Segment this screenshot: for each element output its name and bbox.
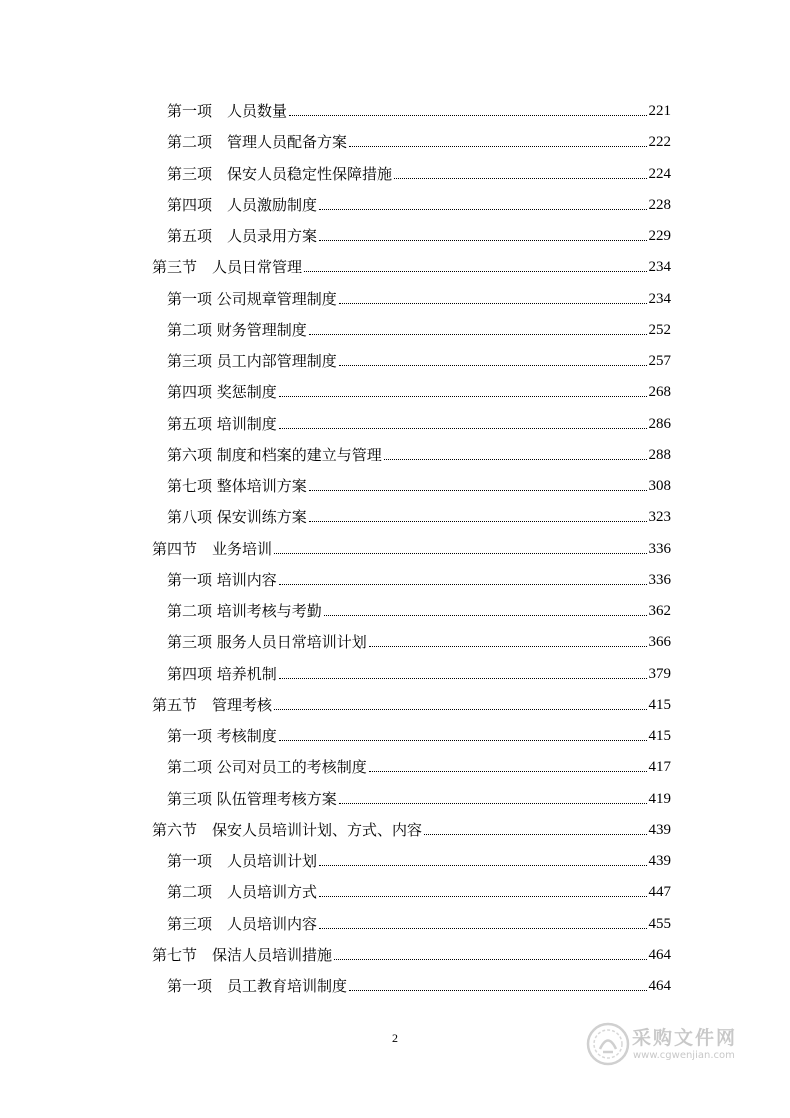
toc-entry[interactable] (167, 196, 671, 214)
toc-dot-leader (349, 990, 646, 991)
toc-entry-page: 268 (648, 384, 671, 400)
toc-entry-title: 第四节 业务培训 (152, 540, 273, 558)
toc-entry-title: 第一项 公司规章管理制度 (167, 290, 337, 308)
toc-entry-title: 第二项 公司对员工的考核制度 (167, 758, 367, 776)
toc-entry-page: 415 (648, 697, 671, 713)
toc-entry[interactable] (167, 352, 671, 370)
toc-dot-leader (274, 553, 646, 554)
toc-entry-title: 第三项 员工内部管理制度 (167, 352, 337, 370)
toc-entry-page: 336 (648, 572, 671, 588)
toc-entry[interactable] (152, 696, 671, 714)
toc-entry-page: 308 (648, 478, 671, 494)
toc-entry[interactable] (167, 852, 671, 870)
toc-entry[interactable] (167, 165, 671, 183)
toc-entry-page: 417 (648, 759, 671, 775)
toc-entry[interactable] (167, 665, 671, 683)
toc-dot-leader (274, 709, 646, 710)
toc-dot-leader (339, 303, 647, 304)
toc-entry-title: 第六项 制度和档案的建立与管理 (167, 446, 382, 464)
toc-entry-page: 336 (648, 541, 671, 557)
toc-entry-title: 第五节 管理考核 (152, 696, 273, 714)
toc-dot-leader (384, 459, 647, 460)
toc-entry[interactable] (167, 727, 671, 745)
toc-entry[interactable] (167, 102, 671, 120)
toc-entry-page: 221 (648, 103, 671, 119)
toc-entry-page: 222 (648, 134, 671, 150)
toc-entry[interactable] (167, 477, 671, 495)
toc-entry[interactable] (167, 915, 671, 933)
toc-entry-title: 第一项 考核制度 (167, 727, 277, 745)
toc-dot-leader (319, 209, 646, 210)
toc-entry-page: 447 (648, 884, 671, 900)
toc-entry-title: 第二项 人员培训方式 (167, 883, 318, 901)
toc-dot-leader (369, 646, 647, 647)
toc-entry[interactable] (167, 758, 671, 776)
toc-entry-title: 第八项 保安训练方案 (167, 508, 307, 526)
toc-entry[interactable] (167, 290, 671, 308)
toc-entry-page: 439 (648, 822, 671, 838)
toc-dot-leader (369, 771, 647, 772)
toc-entry-title: 第二项 管理人员配备方案 (167, 133, 348, 151)
toc-entry[interactable] (167, 977, 671, 995)
toc-entry-title: 第七项 整体培训方案 (167, 477, 307, 495)
toc-entry[interactable] (167, 415, 671, 433)
toc-entry-page: 257 (648, 353, 671, 369)
toc-entry-page: 252 (648, 322, 671, 338)
toc-entry-page: 362 (648, 603, 671, 619)
toc-dot-leader (339, 365, 647, 366)
toc-dot-leader (279, 740, 647, 741)
toc-dot-leader (319, 896, 646, 897)
toc-entry-title: 第一项 人员培训计划 (167, 852, 318, 870)
toc-dot-leader (309, 521, 647, 522)
watermark-logo-icon (586, 1022, 630, 1066)
toc-dot-leader (339, 803, 647, 804)
toc-dot-leader (319, 240, 646, 241)
toc-dot-leader (309, 490, 647, 491)
toc-entry-page: 234 (648, 259, 671, 275)
toc-entry[interactable] (167, 133, 671, 151)
toc-entry[interactable] (167, 446, 671, 464)
toc-entry[interactable] (167, 321, 671, 339)
toc-dot-leader (279, 396, 647, 397)
toc-dot-leader (324, 615, 647, 616)
toc-entry-page: 323 (648, 509, 671, 525)
toc-dot-leader (304, 271, 646, 272)
toc-entry-page: 366 (648, 634, 671, 650)
toc-entry-page: 455 (648, 916, 671, 932)
toc-dot-leader (394, 178, 646, 179)
toc-entry-title: 第三节 人员日常管理 (152, 258, 303, 276)
toc-dot-leader (279, 678, 647, 679)
toc-dot-leader (319, 928, 646, 929)
toc-entry-title: 第四项 培养机制 (167, 665, 277, 683)
toc-entry-page: 439 (648, 853, 671, 869)
toc-dot-leader (289, 115, 646, 116)
toc-entry[interactable] (152, 258, 671, 276)
toc-entry[interactable] (167, 602, 671, 620)
toc-entry[interactable] (152, 540, 671, 558)
toc-entry-title: 第五项 培训制度 (167, 415, 277, 433)
toc-entry-page: 419 (648, 791, 671, 807)
toc-entry-title: 第三项 人员培训内容 (167, 915, 318, 933)
toc-entry-title: 第六节 保安人员培训计划、方式、内容 (152, 821, 423, 839)
toc-entry-title: 第七节 保洁人员培训措施 (152, 946, 333, 964)
toc-entry-title: 第一项 人员数量 (167, 102, 288, 120)
toc-entry-title: 第一项 培训内容 (167, 571, 277, 589)
toc-entry-title: 第三项 队伍管理考核方案 (167, 790, 337, 808)
toc-entry[interactable] (167, 633, 671, 651)
toc-entry[interactable] (152, 946, 671, 964)
toc-dot-leader (279, 428, 647, 429)
toc-entry[interactable] (167, 383, 671, 401)
toc-entry-title: 第四项 奖惩制度 (167, 383, 277, 401)
toc-entry-page: 224 (648, 166, 671, 182)
toc-entry-title: 第四项 人员激励制度 (167, 196, 318, 214)
toc-dot-leader (309, 334, 647, 335)
toc-entry[interactable] (167, 883, 671, 901)
watermark (586, 1022, 786, 1072)
page-number: 2 (392, 1031, 398, 1045)
toc-entry-page: 379 (648, 666, 671, 682)
toc-entry[interactable] (167, 790, 671, 808)
toc-dot-leader (279, 584, 647, 585)
toc-entry[interactable] (167, 571, 671, 589)
toc-entry-title: 第五项 人员录用方案 (167, 227, 318, 245)
toc-entry-page: 415 (648, 728, 671, 744)
watermark-title: 采购文件网 (632, 1027, 738, 1049)
toc-entry-page: 288 (648, 447, 671, 463)
watermark-url: www.cgwenjian.com (633, 1050, 735, 1061)
toc-entry-title: 第三项 保安人员稳定性保障措施 (167, 165, 393, 183)
toc-entry-page: 464 (648, 978, 671, 994)
toc-entry-title: 第二项 培训考核与考勤 (167, 602, 322, 620)
toc-entry-page: 464 (648, 947, 671, 963)
toc-entry-page: 228 (648, 197, 671, 213)
toc-entry-page: 286 (648, 416, 671, 432)
toc-entry[interactable] (167, 508, 671, 526)
toc-entry-page: 229 (648, 228, 671, 244)
toc-dot-leader (319, 865, 646, 866)
toc-entry-title: 第一项 员工教育培训制度 (167, 977, 348, 995)
toc-entry-page: 234 (648, 291, 671, 307)
toc-entry[interactable] (167, 227, 671, 245)
toc-entry-title: 第三项 服务人员日常培训计划 (167, 633, 367, 651)
toc-dot-leader (349, 146, 646, 147)
toc-dot-leader (424, 834, 646, 835)
toc-entry-title: 第二项 财务管理制度 (167, 321, 307, 339)
toc-dot-leader (334, 959, 646, 960)
toc-entry[interactable] (152, 821, 671, 839)
